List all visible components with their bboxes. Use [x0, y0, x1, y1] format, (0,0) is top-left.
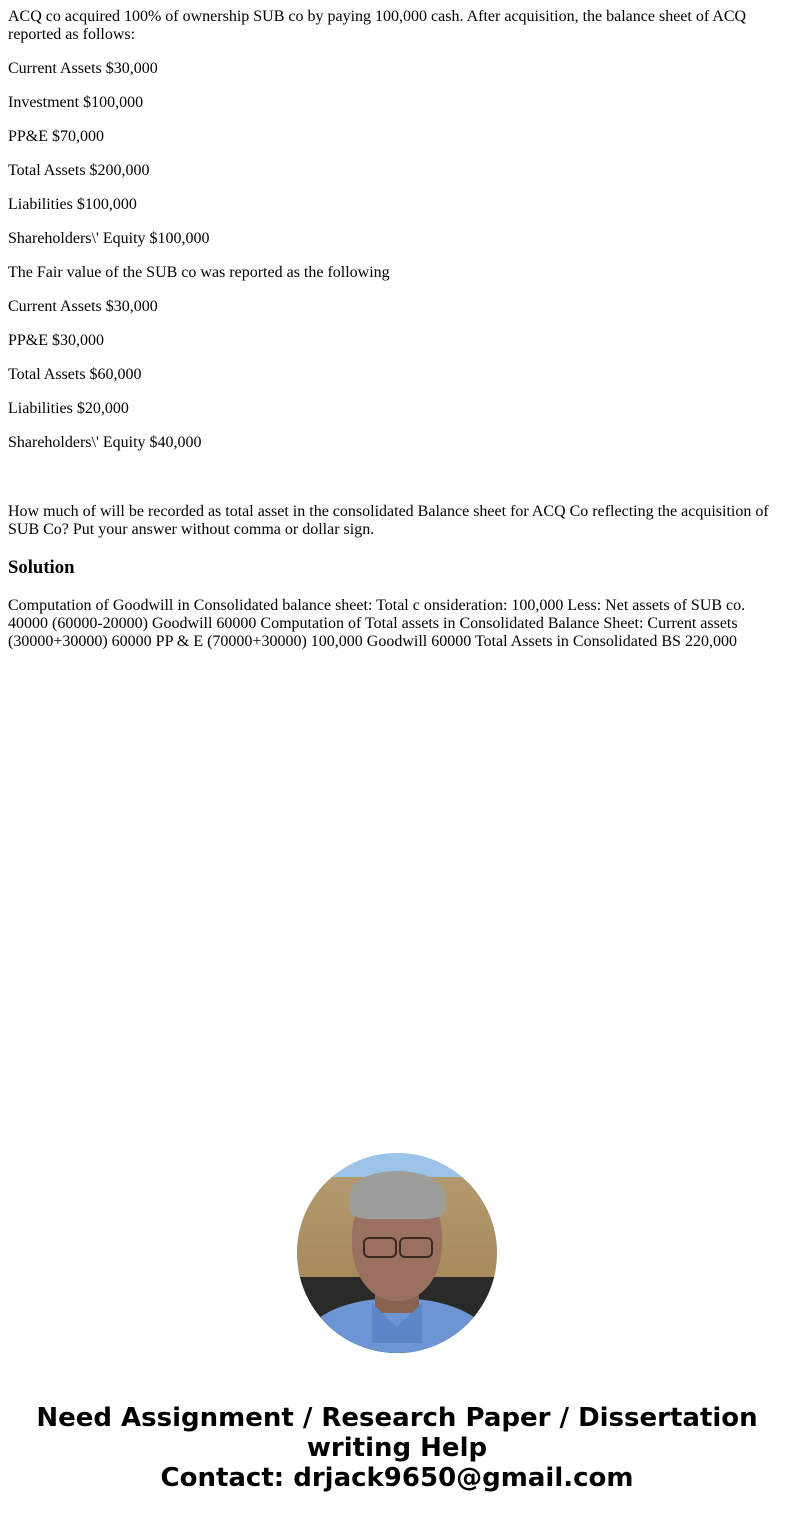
glasses-icon — [363, 1237, 433, 1255]
sub-item: Current Assets $30,000 — [8, 298, 158, 315]
sub-item: Shareholders\' Equity $40,000 — [8, 434, 202, 451]
solution-heading: Solution — [8, 557, 75, 578]
author-avatar — [297, 1153, 497, 1353]
sub-item: Liabilities $20,000 — [8, 400, 129, 417]
sub-item: Total Assets $60,000 — [8, 366, 142, 383]
solution-text: Computation of Goodwill in Consolidated balance sheet: Total c onsideration: 100,000 Less: Net assets of SUB co. 40000 (60000-20000) Goodwill 60000 Computation of Total assets in Consolidated Balance Sheet: Current assets (30000+30000) 60000 PP & E (70000+30000) 100,000 Goodwill 60000 Total Assets in Consolidated BS 220,000 — [8, 597, 746, 650]
question-intro: ACQ co acquired 100% of ownership SUB co by paying 100,000 cash. After acquisition, the balance sheet of ACQ reported as follows: — [8, 8, 747, 43]
fair-value-intro: The Fair value of the SUB co was reported as the following — [8, 264, 390, 281]
acq-item: Investment $100,000 — [8, 94, 144, 111]
acq-item: Current Assets $30,000 — [8, 60, 158, 77]
acq-item: Total Assets $200,000 — [8, 162, 150, 179]
question-prompt: How much of will be recorded as total asset in the consolidated Balance sheet for ACQ Co reflecting the acquisition of SUB Co? Put your answer without comma or dollar sign. — [8, 503, 769, 538]
help-line: Need Assignment / Research Paper / Dissertation writing Help — [36, 1403, 758, 1463]
sub-item: PP&E $30,000 — [8, 332, 105, 349]
contact-line: Contact: drjack9650@gmail.com — [160, 1463, 634, 1493]
spacer — [8, 468, 786, 487]
contact-banner — [0, 1403, 794, 1493]
acq-item: Liabilities $100,000 — [8, 196, 137, 213]
acq-item: Shareholders\' Equity $100,000 — [8, 230, 210, 247]
acq-item: PP&E $70,000 — [8, 128, 105, 145]
